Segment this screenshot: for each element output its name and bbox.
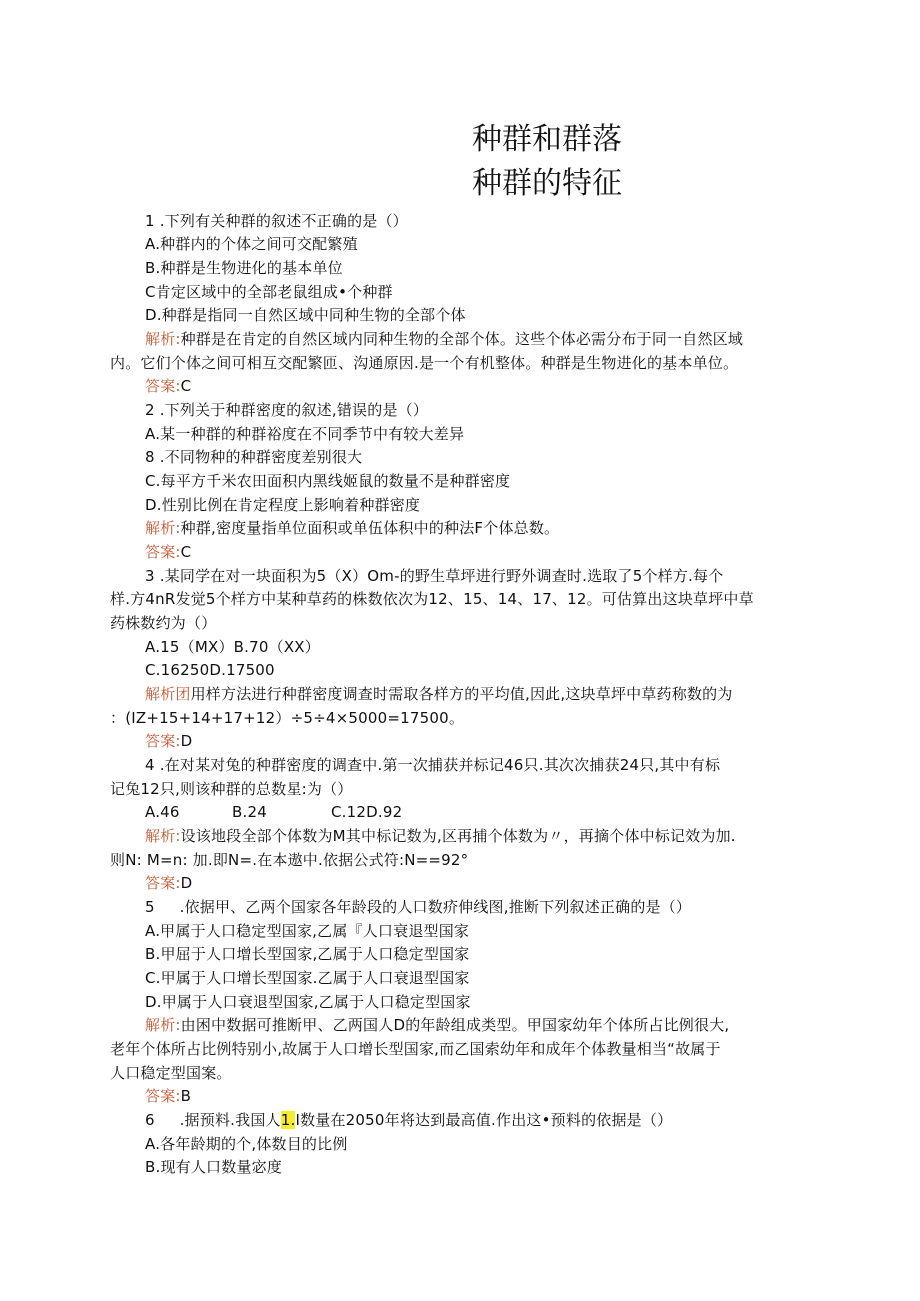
q6-option-a: A.各年龄期的个,体数目的比例 xyxy=(145,1135,348,1153)
answer-label: 答案: xyxy=(145,377,181,395)
q6-option-b: B.现有人口数量宓度 xyxy=(145,1158,283,1176)
q1-option-b: B.种群是生物进化的基本单位 xyxy=(145,259,343,277)
q5-option-c: C.甲属于人口增长型国家.乙属于人口衰退型国家 xyxy=(145,969,470,987)
q5-analysis: 解析:由困中数据可推断甲、乙两国人D的年龄组成类型。甲国家幼年个体所占比例很大, xyxy=(145,1016,730,1034)
q4-option-b: B.24 xyxy=(232,803,267,821)
q3-stem-cont: 药株数约为（） xyxy=(110,614,217,632)
q1-stem: 1 .下列有关种群的叙述不正确的是（） xyxy=(145,212,408,230)
answer-label: 答案: xyxy=(145,874,181,892)
answer-label: 答案: xyxy=(145,1087,181,1105)
q2-answer: 答案:C xyxy=(145,543,192,561)
analysis-label: 解析: xyxy=(145,827,181,845)
q3-options-ab: A.15（MX）B.70（XX） xyxy=(145,638,320,656)
q3-answer: 答案:D xyxy=(145,732,193,750)
q3-analysis-cont: ：(IZ+15+14+17+12）÷5÷4×5000=17500。 xyxy=(110,709,465,727)
q1-analysis: 解析:种群是在肯定的自然区域内同种生物的全部个体。这些个体必需分布于同一自然区域 xyxy=(145,330,744,348)
q5-analysis-cont: 老年个体所占比例特别小,故属于人口增长型国家,而乙国索幼年和成年个体教量相当“故属于 xyxy=(110,1040,721,1058)
q5-option-b: B.甲屈于人口增长型国家,乙属于人口稳定型国家 xyxy=(145,945,470,963)
q5-option-a: A.甲属于人口稳定型国家,乙属『人口衰退型国家 xyxy=(145,922,470,940)
q1-analysis-cont: 内。它们个体之间可相互交配繁匝、沟通原因.是一个有机整体。种群是生物进化的基本单位。 xyxy=(110,354,739,372)
q3-options-cd: C.16250D.17500 xyxy=(145,661,275,679)
q4-answer: 答案:D xyxy=(145,874,193,892)
analysis-label: 解析团 xyxy=(145,685,191,703)
q1-option-d: D.种群是指同一自然区域中同种生物的全部个体 xyxy=(145,306,466,324)
q4-stem-cont: 记兔12只,则该种群的总数星:为（） xyxy=(110,780,353,798)
q3-stem-cont: 样.方4nR发觉5个样方中某种草药的株数依次为12、15、14、17、12。可估算出这块草坪中草 xyxy=(110,590,754,608)
q6-stem: 6 .据预料.我国人1.I数量在2050年将达到最高值.作出这•预料的依据是（） xyxy=(145,1111,673,1129)
analysis-label: 解析: xyxy=(145,330,181,348)
q2-stem: 2 .下列关于种群密度的叙述,错误的是（） xyxy=(145,401,429,419)
q5-option-d: D.甲属于人口衰退型国家,乙属于人口稳定型国家 xyxy=(145,993,471,1011)
q2-option-c: C.每平方千米农田面积内黑线姬鼠的数量不是种群密度 xyxy=(145,472,511,490)
q1-option-c: C肯定区域中的全部老鼠组成•个种群 xyxy=(145,283,393,301)
q5-answer: 答案:B xyxy=(145,1087,192,1105)
q4-analysis-cont: 则N: M=n: 加.即N=.在本遨中.依据公式符:N==92° xyxy=(110,851,469,869)
analysis-label: 解析: xyxy=(145,1016,181,1034)
q2-analysis: 解析:种群,密度量指单位面积或单伍体积中的种法F个体总数。 xyxy=(145,519,560,537)
answer-label: 答案: xyxy=(145,732,181,750)
q1-answer: 答案:C xyxy=(145,377,192,395)
q4-stem: 4 .在对某对兔的种群密度的调查中.第一次捕获并标记46只.其次次捕获24只,其中有标 xyxy=(145,756,721,774)
q2-option-a: A.某一种群的种群裕度在不同季节中有较大差异 xyxy=(145,425,465,443)
page-title: 种群和群落 xyxy=(472,122,622,157)
q5-stem: 5 .依据甲、乙两个国家各年龄段的人口数疥伸线图,推断下列叙述正确的是（） xyxy=(145,898,692,916)
q5-analysis-cont: 人口稳定型国案。 xyxy=(110,1064,232,1082)
q2-option-d: D.性别比例在肯定程度上影响着种群密度 xyxy=(145,496,421,514)
q4-analysis: 解析:设该地段全部个体数为M其中标记数为,区再捕个体数为〃，再摘个体中标记效为加. xyxy=(145,827,736,845)
answer-label: 答案: xyxy=(145,543,181,561)
q4-option-a: A.46 xyxy=(145,803,180,821)
q4-options-cd: C.12D.92 xyxy=(331,803,403,821)
q1-option-a: A.种群内的个体之间可交配繁殖 xyxy=(145,235,358,253)
highlight-mark: 1. xyxy=(280,1111,296,1129)
page-subtitle: 种群的特征 xyxy=(472,166,622,201)
q3-analysis: 解析团用样方法进行种群密度调查时需取各样方的平均值,因此,这块草坪中草药称数的为 xyxy=(145,685,733,703)
q3-stem: 3 .某同学在对一块面积为5（X）Om-的野生草坪进行野外调查时.选取了5个样方.每个 xyxy=(145,567,724,585)
analysis-label: 解析: xyxy=(145,519,181,537)
q2-option-b: 8 .不同物种的种群密度差别很大 xyxy=(145,448,363,466)
